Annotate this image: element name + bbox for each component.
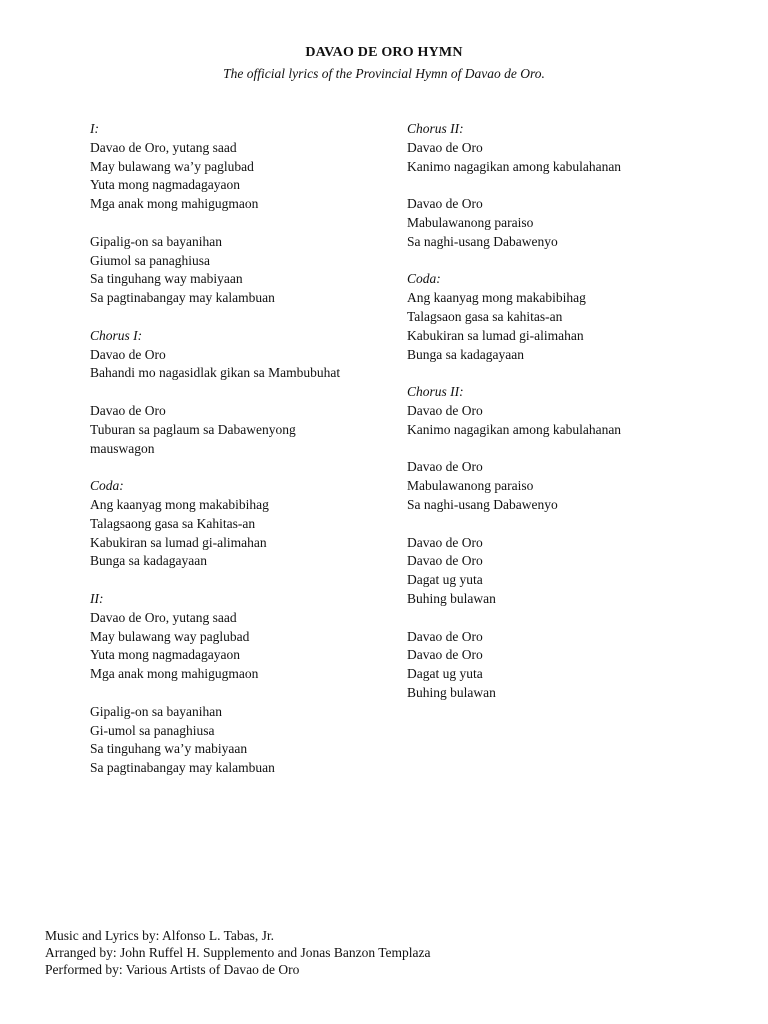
stanza xyxy=(90,327,390,383)
lyric-line: Gi-umol sa panaghiusa xyxy=(90,722,215,738)
lyric-line: Gipalig-on sa bayanihan xyxy=(90,233,222,249)
credit-line: Performed by: Various Artists of Davao de Oro xyxy=(45,962,300,977)
stanza xyxy=(90,120,390,214)
lyrics-left-column xyxy=(90,120,390,797)
lyric-line: Davao de Oro xyxy=(407,402,483,418)
lyric-line: Gipalig-on sa bayanihan xyxy=(90,703,222,719)
lyric-line: Mabulawanong paraiso xyxy=(407,214,534,230)
stanza xyxy=(407,628,727,703)
lyric-line: Sa tinguhang wa’y mabiyaan xyxy=(90,741,248,757)
lyrics-right-column xyxy=(407,120,727,722)
lyric-line: Ang kaanyag mong makabibihag xyxy=(90,496,269,512)
lyric-line: May bulawang wa’y paglubad xyxy=(90,158,254,174)
stanza-label: I: xyxy=(90,121,99,136)
lyric-line: Kabukiran sa lumad gi-alimahan xyxy=(407,327,584,343)
lyric-line: Dagat ug yuta xyxy=(407,572,483,588)
stanza xyxy=(90,590,390,684)
lyric-line: Davao de Oro xyxy=(407,459,483,475)
stanza xyxy=(407,383,727,439)
lyric-line: Bunga sa kadagayaan xyxy=(407,346,524,362)
lyric-line: Davao de Oro xyxy=(407,534,483,550)
lyric-line: Sa naghi-usang Dabawenyo xyxy=(407,233,558,249)
document-subtitle: The official lyrics of the Provincial Hymn of Davao de Oro. xyxy=(223,66,545,81)
lyric-line: Bahandi mo nagasidlak gikan sa Mambubuhat xyxy=(90,365,341,381)
lyric-line: Davao de Oro xyxy=(90,402,166,418)
lyric-line: Davao de Oro xyxy=(407,628,483,644)
lyric-line: Sa pagtinabangay may kalambuan xyxy=(90,760,275,776)
lyric-line: Buhing bulawan xyxy=(407,590,496,606)
lyric-line: Davao de Oro, yutang saad xyxy=(90,609,237,625)
stanza-label: Chorus I: xyxy=(90,327,143,343)
lyric-line: Davao de Oro xyxy=(407,196,483,212)
lyric-line: Davao de Oro xyxy=(407,553,483,569)
stanza xyxy=(90,233,390,308)
stanza xyxy=(407,195,727,251)
stanza-label: Coda: xyxy=(90,478,124,494)
credit-line: Music and Lyrics by: Alfonso L. Tabas, Jr. xyxy=(45,928,275,943)
lyric-line: Mga anak mong mahigugmaon xyxy=(90,196,259,212)
lyric-line: Talagsaon gasa sa kahitas-an xyxy=(407,308,563,324)
lyric-line: Davao de Oro xyxy=(90,346,166,362)
lyric-line: Giumol sa panaghiusa xyxy=(90,252,210,268)
stanza xyxy=(90,477,390,571)
lyric-line: Dagat ug yuta xyxy=(407,666,483,682)
stanza xyxy=(407,270,727,364)
lyric-line: mauswagon xyxy=(90,440,155,456)
stanza xyxy=(90,402,390,458)
stanza xyxy=(407,534,727,609)
lyric-line: Yuta mong nagmadagayaon xyxy=(90,177,240,193)
stanza-label: Chorus II: xyxy=(407,121,464,136)
lyric-line: Davao de Oro xyxy=(407,647,483,663)
lyric-line: Kabukiran sa lumad gi-alimahan xyxy=(90,534,267,550)
stanza-label: Chorus II: xyxy=(407,384,464,400)
stanza xyxy=(407,458,727,514)
document-title: DAVAO DE ORO HYMN xyxy=(305,45,463,60)
lyric-line: Sa pagtinabangay may kalambuan xyxy=(90,290,275,306)
lyric-line: Yuta mong nagmadagayaon xyxy=(90,647,240,663)
credit-line: Arranged by: John Ruffel H. Supplemento and Jonas Banzon Templaza xyxy=(45,945,431,960)
lyric-line: Mabulawanong paraiso xyxy=(407,478,534,494)
stanza-label: Coda: xyxy=(407,271,441,287)
lyric-line: May bulawang way paglubad xyxy=(90,628,250,644)
lyric-line: Sa naghi-usang Dabawenyo xyxy=(407,496,558,512)
lyric-line: Bunga sa kadagayaan xyxy=(90,553,207,569)
lyric-line: Tuburan sa paglaum sa Dabawenyong xyxy=(90,421,296,437)
lyric-line: Kanimo nagagikan among kabulahanan xyxy=(407,158,622,174)
stanza xyxy=(90,703,390,778)
stanza xyxy=(407,120,727,176)
lyric-line: Sa tinguhang way mabiyaan xyxy=(90,271,243,287)
lyric-line: Davao de Oro, yutang saad xyxy=(90,139,237,155)
lyric-line: Buhing bulawan xyxy=(407,684,496,700)
lyric-line: Talagsaong gasa sa Kahitas-an xyxy=(90,515,256,531)
lyric-line: Ang kaanyag mong makabibihag xyxy=(407,290,586,306)
stanza-label: II: xyxy=(90,590,104,606)
lyric-line: Davao de Oro xyxy=(407,139,483,155)
lyric-line: Kanimo nagagikan among kabulahanan xyxy=(407,421,622,437)
lyric-line: Mga anak mong mahigugmaon xyxy=(90,666,259,682)
credits-block xyxy=(45,927,430,978)
